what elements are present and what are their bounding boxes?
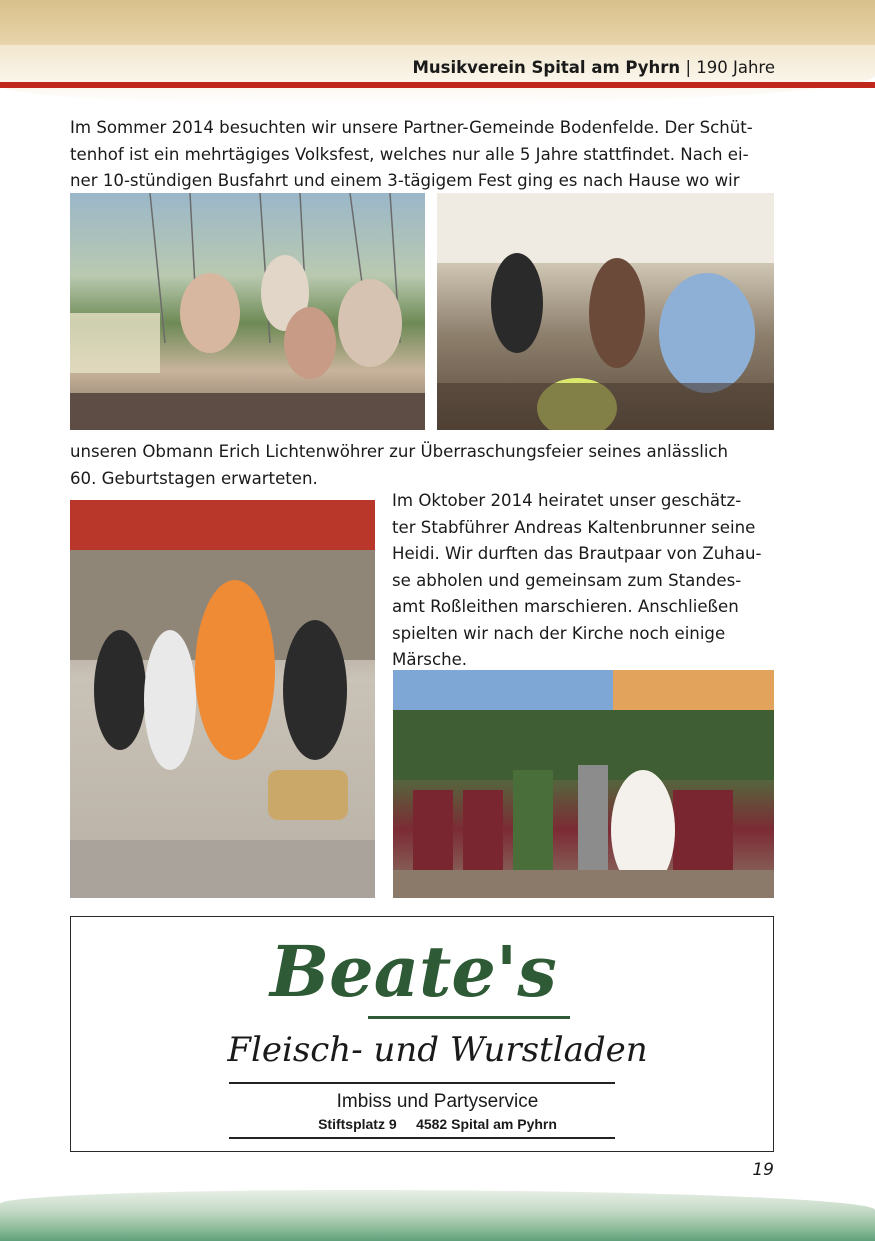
page-number: 19 bbox=[752, 1160, 774, 1180]
text-line: 60. Geburtstagen erwarteten. bbox=[70, 468, 318, 488]
header-title-rest: 190 Jahre bbox=[696, 58, 775, 77]
wedding-group-illustration bbox=[393, 670, 774, 898]
ad-business-name: Beate's bbox=[270, 930, 557, 1013]
bottom-decorative-band bbox=[0, 1180, 875, 1241]
ad-divider-bottom bbox=[229, 1137, 615, 1139]
text-line: ter Stabführer Andreas Kaltenbrunner seine bbox=[392, 517, 756, 537]
festival-tent-illustration bbox=[437, 193, 774, 430]
text-line: Im Sommer 2014 besuchten wir unsere Partner-Gemeinde Bodenfelde. Der Schüt- bbox=[70, 118, 753, 137]
text-line: tenhof ist ein mehrtägiges Volksfest, welches nur alle 5 Jahre stattfindet. Nach ei- bbox=[70, 144, 749, 164]
paragraph-birthday-continuation bbox=[70, 439, 774, 492]
header-separator: | bbox=[685, 58, 691, 77]
text-line: amt Roßleithen marschieren. Anschließen bbox=[392, 597, 739, 616]
ad-address-line: Stiftsplatz 9 4582 Spital am Pyhrn bbox=[318, 1116, 557, 1132]
photo-wedding-group bbox=[393, 670, 774, 898]
photo-festival-tent-dancing bbox=[437, 193, 774, 430]
text-line: Heidi. Wir durften das Brautpaar von Zuhau- bbox=[392, 544, 762, 563]
bottom-band-green bbox=[0, 1190, 875, 1241]
top-decorative-band bbox=[0, 0, 875, 110]
text-line: Im Oktober 2014 heiratet unser geschätz- bbox=[392, 491, 742, 510]
ad-name-underline bbox=[368, 1016, 570, 1019]
photo-people-walking bbox=[70, 500, 375, 898]
ad-subtitle: Fleisch- und Wurstladen bbox=[227, 1030, 648, 1070]
paragraph-summer-2014 bbox=[70, 115, 774, 195]
text-line: Märsche. bbox=[392, 650, 468, 669]
ad-service-line: Imbiss und Partyservice bbox=[336, 1091, 539, 1112]
text-line: ner 10-stündigen Busfahrt und einem 3-tägigem Fest ging es nach Hause wo wir bbox=[70, 171, 740, 190]
text-line: spielten wir nach der Kirche noch einige bbox=[392, 623, 726, 643]
ad-divider-top bbox=[229, 1082, 615, 1084]
header-red-rule bbox=[0, 82, 875, 88]
header-title bbox=[413, 58, 775, 77]
paragraph-wedding-october-2014 bbox=[392, 488, 774, 674]
swing-ride-illustration bbox=[70, 193, 425, 430]
photo-fairground-swing-ride bbox=[70, 193, 425, 430]
text-line: unseren Obmann Erich Lichtenwöhrer zur Überraschungsfeier seines anlässlich bbox=[70, 442, 729, 461]
header-title-bold: Musikverein Spital am Pyhrn bbox=[412, 58, 681, 77]
text-line: se abholen und gemeinsam zum Standes- bbox=[392, 570, 742, 590]
walking-group-illustration bbox=[70, 500, 375, 898]
